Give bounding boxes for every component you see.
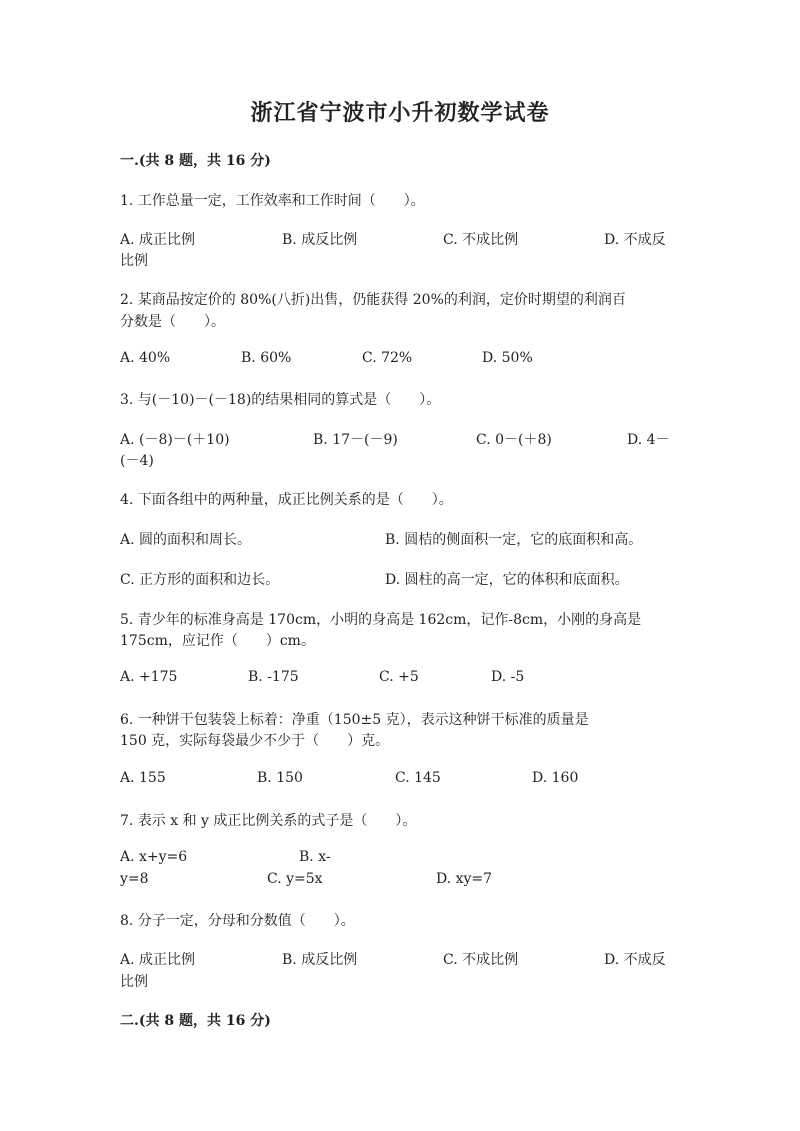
q5-option-b: B. -175	[248, 669, 299, 685]
section-2-heading: 二.(共 8 题，共 16 分)	[120, 1013, 271, 1029]
q7-option-d: D. xy=7	[436, 871, 493, 887]
q5-option-d: D. -5	[491, 669, 525, 685]
q6-option-a: A. 155	[120, 770, 166, 786]
q2-option-d: D. 50%	[482, 350, 533, 366]
section-1-heading: 一.(共 8 题，共 16 分)	[120, 153, 271, 169]
q3-option-a: A. (－8)－(＋10)	[120, 432, 230, 448]
q7-option-b: B. x-	[299, 849, 331, 865]
question-1-stem: 1. 工作总量一定，工作效率和工作时间（ ）。	[120, 193, 425, 209]
exam-title: 浙江省宁波市小升初数学试卷	[250, 100, 550, 126]
q3-option-d: D. 4－	[627, 432, 670, 448]
q1-option-c: C. 不成比例	[443, 232, 519, 248]
q1-option-d: D. 不成反	[604, 232, 666, 248]
q2-option-a: A. 40%	[120, 350, 171, 366]
q5-option-c: C. +5	[379, 669, 419, 685]
q4-option-c: C. 正方形的面积和边长。	[120, 572, 280, 588]
q3-option-b: B. 17－(－9)	[313, 432, 398, 448]
q8-option-d-wrap: 比例	[120, 974, 148, 990]
question-4-stem: 4. 下面各组中的两种量，成正比例关系的是（ ）。	[120, 492, 453, 508]
q3-option-c: C. 0－(＋8)	[476, 432, 552, 448]
question-3-stem: 3. 与(－10)－(－18)的结果相同的算式是（ ）。	[120, 392, 441, 408]
q8-option-a: A. 成正比例	[120, 952, 196, 968]
question-8-stem: 8. 分子一定，分母和分数值（ ）。	[120, 913, 355, 929]
question-5-stem-line1: 5. 青少年的标准身高是 170cm，小明的身高是 162cm，记作-8cm，小刚的身高是	[120, 612, 642, 628]
q7-option-a: A. x+y=6	[120, 849, 188, 865]
q2-option-b: B. 60%	[241, 350, 292, 366]
q6-option-b: B. 150	[257, 770, 303, 786]
q3-option-d-wrap: (－4)	[120, 453, 154, 469]
q8-option-b: B. 成反比例	[282, 952, 358, 968]
question-6-stem-line2: 150 克，实际每袋最少不少于（ ）克。	[120, 733, 390, 749]
q4-option-a: A. 圆的面积和周长。	[120, 532, 252, 548]
q1-option-b: B. 成反比例	[282, 232, 358, 248]
question-2-stem-line1: 2. 某商品按定价的 80%(八折)出售，仍能获得 20%的利润，定价时期望的利润百	[120, 292, 626, 308]
question-5-stem-line2: 175cm，应记作（ ）cm。	[120, 633, 315, 649]
question-7-stem: 7. 表示 x 和 y 成正比例关系的式子是（ ）。	[120, 813, 417, 829]
q2-option-c: C. 72%	[362, 350, 413, 366]
q8-option-d: D. 不成反	[604, 952, 666, 968]
question-2-stem-line2: 分数是（ ）。	[120, 314, 225, 330]
q6-option-c: C. 145	[395, 770, 441, 786]
q5-option-a: A. +175	[120, 669, 178, 685]
q1-option-a: A. 成正比例	[120, 232, 196, 248]
q8-option-c: C. 不成比例	[443, 952, 519, 968]
q1-option-d-wrap: 比例	[120, 253, 148, 269]
q7-option-c: C. y=5x	[267, 871, 323, 887]
q6-option-d: D. 160	[532, 770, 579, 786]
question-6-stem-line1: 6. 一种饼干包装袋上标着：净重（150±5 克），表示这种饼干标准的质量是	[120, 712, 589, 728]
q7-option-b-wrap: y=8	[120, 871, 149, 887]
q4-option-b: B. 圆桔的侧面积一定，它的底面积和高。	[385, 532, 643, 548]
q4-option-d: D. 圆柱的高一定，它的体积和底面积。	[385, 572, 629, 588]
